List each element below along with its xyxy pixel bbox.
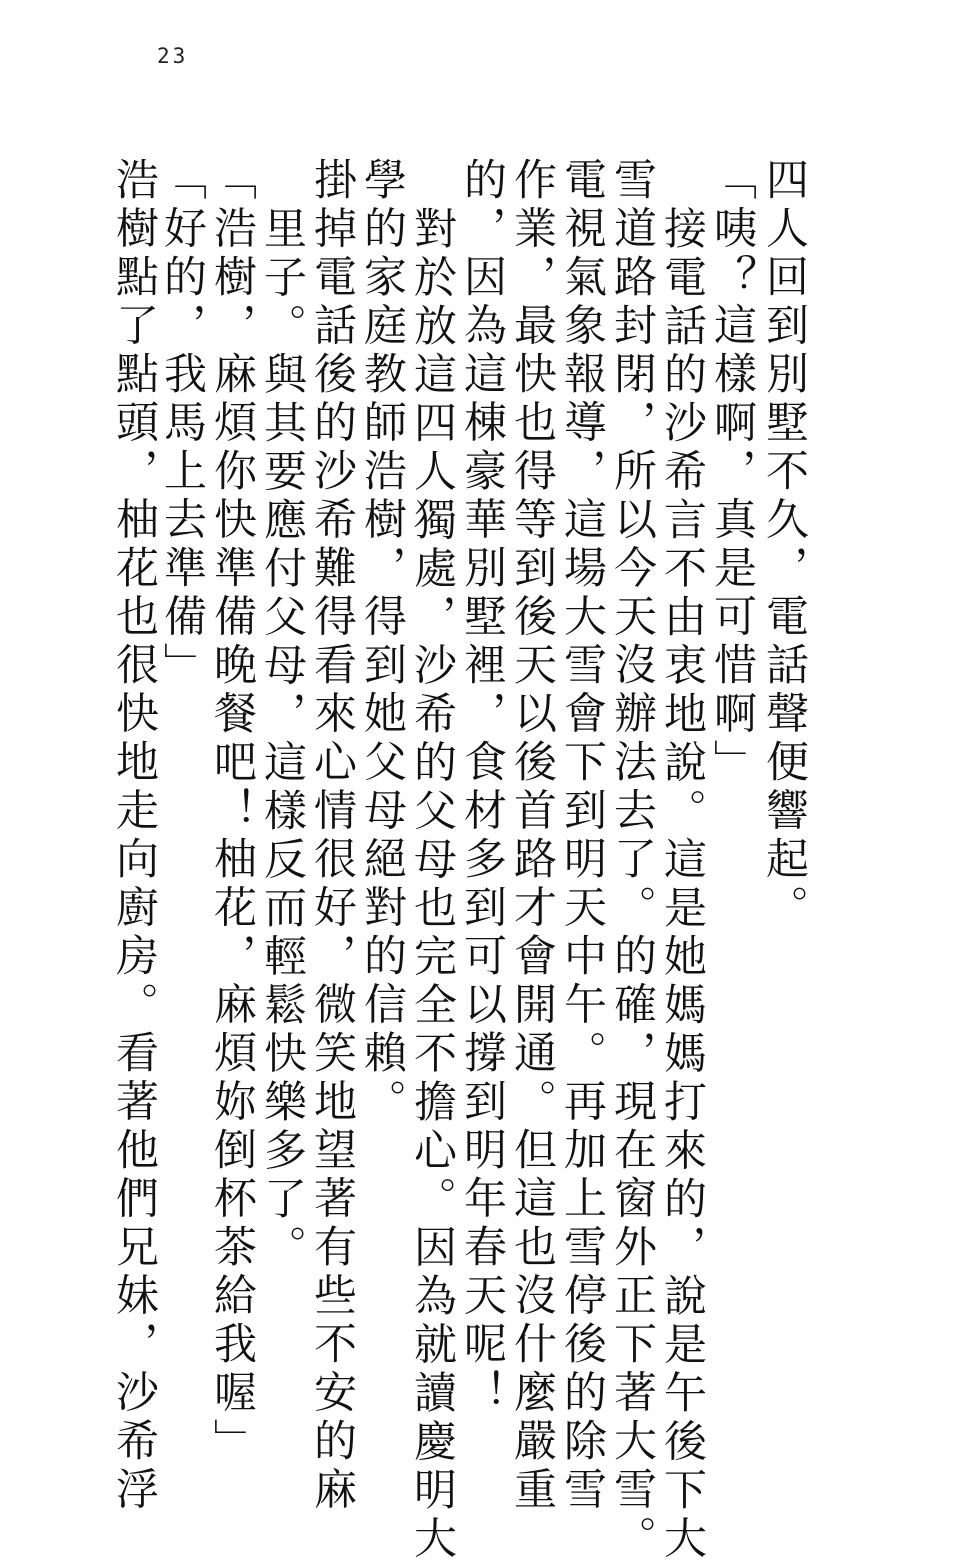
text-column: 電視氣象報導，這場大雪會下到明天中午。再加上雪停後的除雪	[557, 157, 607, 1515]
text-column: 里子。與其要應付父母，這樣反而輕鬆快樂多了。	[257, 206, 307, 1273]
text-column: 學的家庭教師浩樹，得到她父母絕對的信賴。	[357, 157, 407, 1127]
text-column: 對於放這四人獨處，沙希的父母也完全不擔心。因為就讀慶明大	[407, 206, 457, 1564]
text-column: 「好的，我馬上去準備」	[157, 157, 207, 691]
text-column: 掛掉電話後的沙希難得看來心情很好，微笑地望著有些不安的麻	[307, 157, 357, 1515]
text-column: 浩樹點了點頭，柚花也很快地走向廚房。看著他們兄妹，沙希浮	[109, 157, 159, 1515]
text-column: 接電話的沙希言不由衷地說。這是她媽媽打來的，說是午後下大	[657, 206, 707, 1564]
text-column: 四人回到別墅不久，電話聲便響起。	[759, 157, 809, 933]
text-column: 「咦？這樣啊，真是可惜啊」	[707, 157, 757, 788]
text-column: 作業，最快也得等到後天以後首路才會開通。但這也沒什麼嚴重	[507, 157, 557, 1515]
text-column: 「浩樹，麻煩你快準備晚餐吧！柚花，麻煩妳倒杯茶給我喔」	[207, 157, 257, 1467]
page-number: 23	[157, 44, 189, 68]
text-column: 雪道路封閉，所以今天沒辦法去了。的確，現在窗外正下著大雪。	[607, 157, 657, 1564]
text-column: 的，因為這棟豪華別墅裡，食材多到可以撐到明年春天呢！	[457, 157, 507, 1418]
